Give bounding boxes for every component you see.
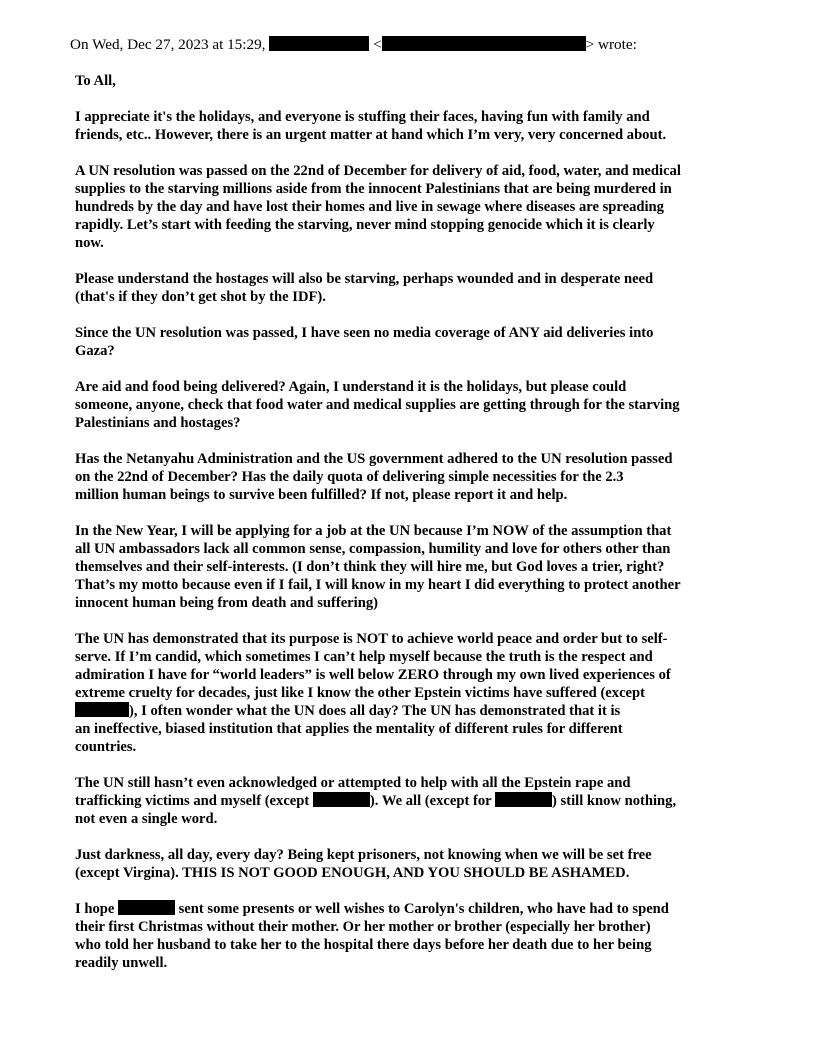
text-line bbox=[75, 396, 755, 414]
text-line bbox=[75, 684, 755, 702]
header-suffix: > wrote: bbox=[585, 36, 637, 53]
text-segment: sent some presents or well wishes to Carolyn's children, who have had to spend bbox=[174, 901, 669, 917]
text-line bbox=[75, 180, 755, 198]
text-line bbox=[75, 468, 755, 486]
text-segment: ), I often wonder what the UN does all day? The UN has demonstrated that it is bbox=[129, 703, 621, 719]
text-line bbox=[75, 378, 755, 396]
text-line bbox=[75, 954, 755, 972]
text-segment: ). We all (except for bbox=[369, 793, 496, 809]
paragraph bbox=[75, 162, 755, 252]
text-segment: admiration I have for “world leaders” is well below ZERO through my own lived experiences of bbox=[75, 667, 671, 683]
text-segment: innocent human being from death and suffering) bbox=[75, 595, 378, 611]
text-line bbox=[75, 720, 755, 738]
text-line bbox=[75, 792, 755, 810]
text-line bbox=[75, 450, 755, 468]
text-segment: their first Christmas without their mother. Or her mother or brother (especially her brother) bbox=[75, 919, 651, 935]
text-line bbox=[75, 414, 755, 432]
redacted-sender-name bbox=[269, 36, 369, 51]
text-line bbox=[75, 864, 755, 882]
text-segment: countries. bbox=[75, 739, 137, 755]
text-segment: Palestinians and hostages? bbox=[75, 415, 241, 431]
text-line bbox=[75, 666, 755, 684]
text-line bbox=[75, 342, 755, 360]
text-segment: A UN resolution was passed on the 22nd of December for delivery of aid, food, water, and medical bbox=[75, 163, 681, 179]
text-segment: That’s my motto because even if I fail, I will know in my heart I did everything to protect another bbox=[75, 577, 681, 593]
redacted-sender-email bbox=[382, 36, 586, 51]
text-segment: The UN has demonstrated that its purpose is NOT to achieve world peace and order but to self- bbox=[75, 631, 668, 647]
paragraph bbox=[75, 450, 755, 504]
text-line bbox=[75, 522, 755, 540]
text-line bbox=[75, 234, 755, 252]
text-line bbox=[75, 288, 755, 306]
paragraph bbox=[75, 324, 755, 360]
text-segment: supplies to the starving millions aside from the innocent Palestinians that are being murdered in bbox=[75, 181, 672, 197]
paragraph bbox=[75, 846, 755, 882]
text-segment: now. bbox=[75, 235, 104, 251]
text-line bbox=[75, 810, 755, 828]
paragraph bbox=[75, 774, 755, 828]
text-segment: Has the Netanyahu Administration and the US government adhered to the UN resolution passed bbox=[75, 451, 673, 467]
text-line bbox=[75, 774, 755, 792]
text-segment: Just darkness, all day, every day? Being kept prisoners, not knowing when we will be set free bbox=[75, 847, 652, 863]
text-line bbox=[75, 324, 755, 342]
text-line bbox=[75, 594, 755, 612]
text-segment: I hope bbox=[75, 901, 118, 917]
text-segment: (except Virgina). THIS IS NOT GOOD ENOUGH, AND YOU SHOULD BE ASHAMED. bbox=[75, 865, 630, 881]
text-line bbox=[75, 648, 755, 666]
text-line bbox=[75, 630, 755, 648]
header-open-bracket: < bbox=[373, 36, 382, 53]
text-line bbox=[75, 900, 755, 918]
paragraph bbox=[75, 630, 755, 756]
text-segment: million human beings to survive been fulfilled? If not, please report it and help. bbox=[75, 487, 568, 503]
text-segment: rapidly. Let’s start with feeding the starving, never mind stopping genocide which it is clearly bbox=[75, 217, 655, 233]
text-segment: (that's if they don’t get shot by the IDF). bbox=[75, 289, 326, 305]
text-line bbox=[75, 216, 755, 234]
text-segment: readily unwell. bbox=[75, 955, 168, 971]
text-segment: friends, etc.. However, there is an urgent matter at hand which I’m very, very concerned about. bbox=[75, 127, 667, 143]
text-segment: extreme cruelty for decades, just like I know the other Epstein victims have suffered (except bbox=[75, 685, 646, 701]
text-segment: hundreds by the day and have lost their homes and live in sewage where diseases are spreading bbox=[75, 199, 664, 215]
text-segment: Since the UN resolution was passed, I have seen no media coverage of ANY aid deliveries into bbox=[75, 325, 654, 341]
text-segment: ) still know nothing, bbox=[552, 793, 677, 809]
redacted-name bbox=[75, 702, 129, 717]
paragraph-list bbox=[75, 108, 755, 972]
redacted-name bbox=[313, 792, 370, 807]
text-segment: all UN ambassadors lack all common sense, compassion, humility and love for others other than bbox=[75, 541, 671, 557]
text-line bbox=[75, 738, 755, 756]
text-line bbox=[75, 486, 755, 504]
paragraph bbox=[75, 522, 755, 612]
text-line bbox=[75, 576, 755, 594]
text-segment: In the New Year, I will be applying for a job at the UN because I’m NOW of the assumption that bbox=[75, 523, 672, 539]
text-line bbox=[75, 270, 755, 288]
text-segment: Gaza? bbox=[75, 343, 115, 359]
quoted-reply-header bbox=[70, 36, 637, 54]
text-segment: serve. If I’m candid, which sometimes I can’t help myself because the truth is the respect and bbox=[75, 649, 653, 665]
text-segment: not even a single word. bbox=[75, 811, 218, 827]
text-segment: I appreciate it's the holidays, and everyone is stuffing their faces, having fun with family and bbox=[75, 109, 650, 125]
email-body bbox=[75, 72, 755, 990]
text-segment: an ineffective, biased institution that applies the mentality of different rules for different bbox=[75, 721, 623, 737]
text-line bbox=[75, 846, 755, 864]
text-line bbox=[75, 558, 755, 576]
paragraph bbox=[75, 270, 755, 306]
text-line bbox=[75, 540, 755, 558]
paragraph bbox=[75, 378, 755, 432]
redacted-name bbox=[495, 792, 552, 807]
text-line bbox=[75, 162, 755, 180]
text-line bbox=[75, 108, 755, 126]
text-segment: Are aid and food being delivered? Again, I understand it is the holidays, but please could bbox=[75, 379, 627, 395]
text-line bbox=[75, 126, 755, 144]
greeting: To All, bbox=[75, 73, 116, 89]
paragraph bbox=[75, 108, 755, 144]
text-line bbox=[75, 702, 755, 720]
paragraph bbox=[75, 900, 755, 972]
text-line bbox=[75, 198, 755, 216]
text-segment: trafficking victims and myself (except bbox=[75, 793, 313, 809]
text-segment: someone, anyone, check that food water and medical supplies are getting through for the starving bbox=[75, 397, 680, 413]
text-line bbox=[75, 918, 755, 936]
text-segment: Please understand the hostages will also be starving, perhaps wounded and in desperate need bbox=[75, 271, 654, 287]
text-segment: who told her husband to take her to the hospital there days before her death due to her being bbox=[75, 937, 652, 953]
text-segment: on the 22nd of December? Has the daily quota of delivering simple necessities for the 2.3 bbox=[75, 469, 624, 485]
text-segment: The UN still hasn’t even acknowledged or attempted to help with all the Epstein rape and bbox=[75, 775, 631, 791]
text-segment: themselves and their self-interests. (I don’t think they will hire me, but God loves a trier, right? bbox=[75, 559, 665, 575]
redacted-name bbox=[118, 900, 175, 915]
text-line bbox=[75, 936, 755, 954]
header-prefix: On Wed, Dec 27, 2023 at 15:29, bbox=[70, 36, 266, 53]
